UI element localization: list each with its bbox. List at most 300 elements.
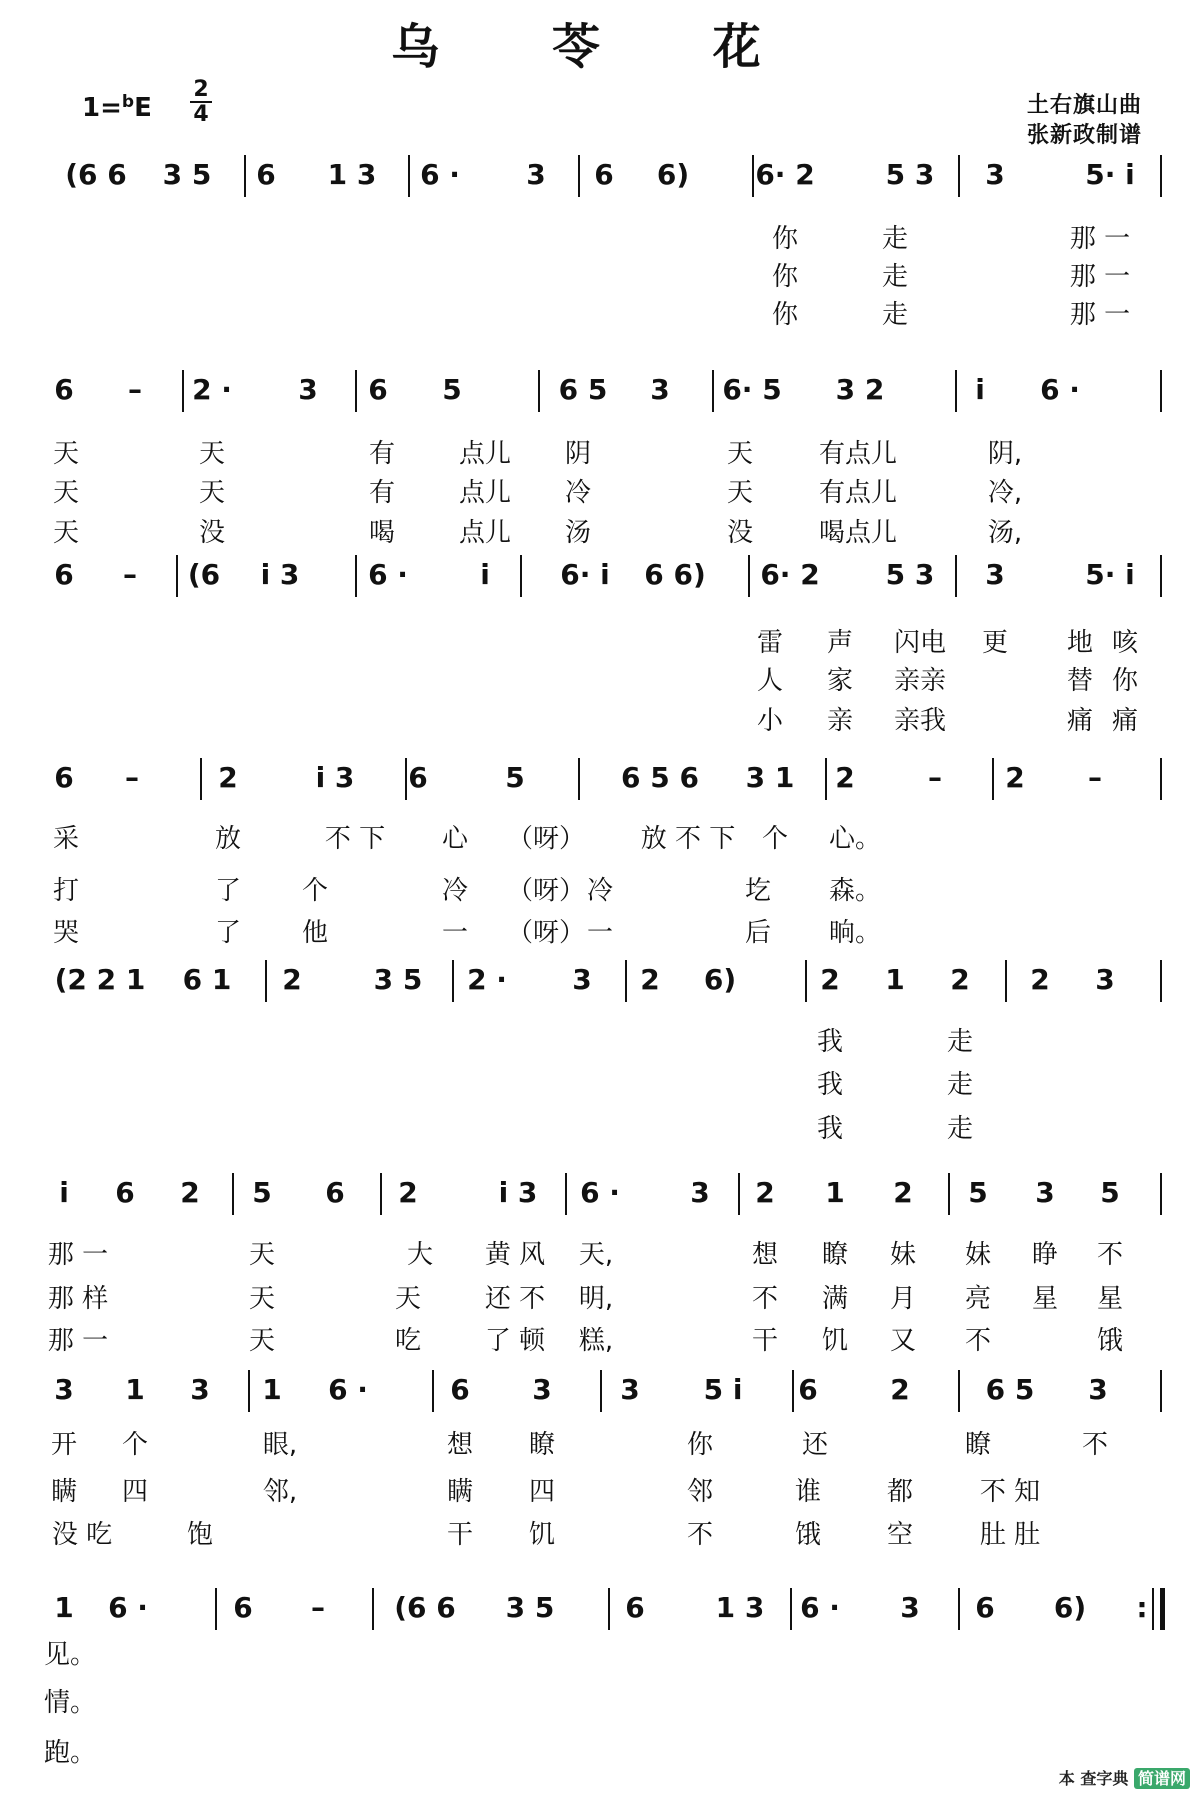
bar-line xyxy=(748,555,750,597)
lyric-syllable: 有点儿 xyxy=(818,439,898,469)
lyric-syllable: 星 xyxy=(1031,1284,1059,1314)
note-token: 2 xyxy=(755,1176,775,1209)
lyric-line xyxy=(0,476,1200,510)
bar-line xyxy=(948,1173,950,1215)
notation-line xyxy=(0,555,1200,595)
lyric-line xyxy=(0,664,1200,698)
lyric-syllable: 饥 xyxy=(821,1326,849,1356)
lyric-syllable: 亲我 xyxy=(893,706,947,736)
lyric-syllable: 不 xyxy=(964,1326,992,1356)
lyric-line xyxy=(0,516,1200,550)
lyric-syllable: 邻, xyxy=(262,1477,298,1507)
lyric-syllable: 后 xyxy=(744,918,772,948)
bar-line xyxy=(955,370,957,412)
lyric-syllable: 不 xyxy=(1096,1240,1124,1270)
note-token: 3 5 xyxy=(505,1591,555,1624)
lyric-syllable: 天 xyxy=(52,478,80,508)
lyric-syllable: 了 顿 xyxy=(484,1326,546,1356)
lyric-syllable: 那 一 xyxy=(1069,224,1131,254)
lyric-line xyxy=(0,1068,1200,1102)
note-token: 2 xyxy=(890,1373,910,1406)
note-token: 3 xyxy=(900,1591,920,1624)
bar-line xyxy=(265,960,267,1002)
note-token: 2 xyxy=(893,1176,913,1209)
bar-line xyxy=(1005,960,1007,1002)
note-token: 5 i xyxy=(703,1373,743,1406)
note-token: – xyxy=(311,1591,325,1624)
note-token: 5 3 xyxy=(885,558,935,591)
bar-line xyxy=(380,1173,382,1215)
lyric-syllable: 阴 xyxy=(564,439,592,469)
lyric-syllable: 我 xyxy=(816,1027,844,1057)
lyric-syllable: 四 xyxy=(121,1477,149,1507)
note-token: i 3 xyxy=(260,558,300,591)
lyric-line xyxy=(0,822,1200,856)
lyric-syllable: 四 xyxy=(528,1477,556,1507)
note-token: 3 xyxy=(620,1373,640,1406)
lyric-syllable: 那 样 xyxy=(47,1284,109,1314)
note-token: 6 · xyxy=(580,1176,620,1209)
lyric-line xyxy=(0,298,1200,332)
lyric-syllable: 圪 xyxy=(744,876,772,906)
lyric-syllable: 走 xyxy=(881,224,909,254)
bar-line xyxy=(372,1588,374,1630)
note-token: 6 xyxy=(54,761,74,794)
lyric-line xyxy=(0,1025,1200,1059)
note-token: – xyxy=(128,373,142,406)
lyric-syllable: 点儿 xyxy=(458,439,512,469)
note-token: 6 · xyxy=(1040,373,1080,406)
lyric-line xyxy=(0,437,1200,471)
bar-line xyxy=(248,1370,250,1412)
note-token: 5 xyxy=(968,1176,988,1209)
lyric-syllable: （呀） xyxy=(506,918,586,948)
lyric-syllable: 瞒 xyxy=(50,1477,78,1507)
lyric-syllable: 都 xyxy=(886,1477,914,1507)
lyric-syllable: 天 xyxy=(198,478,226,508)
note-token: i xyxy=(480,558,490,591)
lyric-syllable: 雷 xyxy=(756,628,784,658)
lyric-syllable: 点儿 xyxy=(458,518,512,548)
note-token: i 3 xyxy=(315,761,355,794)
lyric-syllable: 汤, xyxy=(987,518,1023,548)
notation-line xyxy=(0,370,1200,410)
note-token: 6 · xyxy=(800,1591,840,1624)
notation-line xyxy=(0,1588,1200,1628)
note-token: – xyxy=(123,558,137,591)
notation-line xyxy=(0,1370,1200,1410)
note-token: 6 · xyxy=(420,158,460,191)
key-signature xyxy=(82,92,152,123)
lyric-syllable: 了 xyxy=(214,918,242,948)
note-token: 6 6) xyxy=(644,558,706,591)
lyric-syllable: 那 一 xyxy=(1069,262,1131,292)
lyric-line xyxy=(0,260,1200,294)
bar-line xyxy=(244,155,246,197)
note-token: 3 xyxy=(1088,1373,1108,1406)
lyric-syllable: 没 xyxy=(726,518,754,548)
lyric-syllable: 痛 xyxy=(1066,706,1094,736)
lyric-syllable: 我 xyxy=(816,1114,844,1144)
note-token: 2 xyxy=(282,963,302,996)
bar-line xyxy=(712,370,714,412)
lyric-line xyxy=(0,1112,1200,1146)
lyric-syllable: （呀） xyxy=(506,824,586,854)
lyric-syllable: （呀） xyxy=(506,876,586,906)
lyric-syllable: 有点儿 xyxy=(818,478,898,508)
lyric-syllable: 替 xyxy=(1066,666,1094,696)
lyric-syllable: 明, xyxy=(578,1284,614,1314)
note-token: 6 xyxy=(54,558,74,591)
bar-line xyxy=(805,960,807,1002)
note-token: 6 xyxy=(256,158,276,191)
note-token: (6 6 xyxy=(65,158,127,191)
bar-line xyxy=(958,155,960,197)
bar-line xyxy=(1160,1370,1162,1412)
lyric-line xyxy=(0,1238,1200,1272)
bar-line xyxy=(405,758,407,800)
lyric-syllable: 妹 xyxy=(889,1240,917,1270)
note-token: 6 xyxy=(450,1373,470,1406)
lyric-syllable: 跑。 xyxy=(43,1738,97,1768)
bar-line xyxy=(408,155,410,197)
note-token: 6 xyxy=(368,373,388,406)
lyric-syllable: 人 xyxy=(756,666,784,696)
site-watermark xyxy=(1059,1766,1190,1789)
lyric-line xyxy=(0,1428,1200,1462)
note-token: – xyxy=(1088,761,1102,794)
lyric-syllable: 那 一 xyxy=(47,1326,109,1356)
note-token: 3 xyxy=(298,373,318,406)
lyric-syllable: 那 一 xyxy=(1069,300,1131,330)
lyric-syllable: 个 xyxy=(121,1430,149,1460)
note-token: 2 xyxy=(1030,963,1050,996)
bar-line xyxy=(452,960,454,1002)
watermark-prefix: 本 xyxy=(1058,1769,1075,1788)
lyric-syllable: 森。 xyxy=(828,876,882,906)
note-token: 6 xyxy=(54,373,74,406)
lyric-syllable: 闪电 xyxy=(893,628,947,658)
note-token: 6 5 xyxy=(558,373,608,406)
lyric-syllable: 没 吃 xyxy=(51,1520,113,1550)
note-token: 5 xyxy=(505,761,525,794)
note-token: 6· 5 xyxy=(722,373,782,406)
note-token: 6 xyxy=(115,1176,135,1209)
lyric-syllable: 肚 肚 xyxy=(979,1520,1041,1550)
song-title: 乌 苓 花 xyxy=(391,19,809,75)
bar-line xyxy=(520,555,522,597)
notation-line xyxy=(0,1173,1200,1213)
lyric-syllable: 邻 xyxy=(686,1477,714,1507)
note-token: 5 xyxy=(1100,1176,1120,1209)
lyric-syllable: 不 xyxy=(1081,1430,1109,1460)
lyric-syllable: 喝点儿 xyxy=(818,518,898,548)
lyric-syllable: 饿 xyxy=(794,1520,822,1550)
note-token: 3 xyxy=(650,373,670,406)
lyric-syllable: 你 xyxy=(1111,666,1139,696)
notation-line xyxy=(0,758,1200,798)
bar-line xyxy=(176,555,178,597)
note-token: 3 1 xyxy=(745,761,795,794)
lyric-line xyxy=(0,1324,1200,1358)
note-token: 2 · xyxy=(192,373,232,406)
note-token: i xyxy=(59,1176,69,1209)
lyric-syllable: 放 xyxy=(214,824,242,854)
lyric-syllable: 我 xyxy=(816,1070,844,1100)
time-sig-bottom: 4 xyxy=(190,101,212,126)
note-token: 1 xyxy=(54,1591,74,1624)
lyric-syllable: 声 xyxy=(826,628,854,658)
bar-line xyxy=(955,555,957,597)
note-token: 6· 2 xyxy=(755,158,815,191)
lyric-syllable: 不 xyxy=(751,1284,779,1314)
note-token: 3 5 xyxy=(373,963,423,996)
note-token: 6 5 xyxy=(985,1373,1035,1406)
lyric-line xyxy=(0,1686,1200,1720)
note-token: : xyxy=(1136,1591,1148,1624)
lyric-syllable: 有 xyxy=(368,439,396,469)
watermark-brand: 查字典 xyxy=(1080,1769,1129,1788)
note-token: 6) xyxy=(1053,1591,1087,1624)
lyric-syllable: 还 不 xyxy=(484,1284,546,1314)
lyric-syllable: 饱 xyxy=(186,1520,214,1550)
note-token: 6· 2 xyxy=(760,558,820,591)
lyric-syllable: 走 xyxy=(946,1114,974,1144)
lyric-syllable: 他 xyxy=(301,918,329,948)
lyric-syllable: 大 xyxy=(406,1240,434,1270)
note-token: 2 xyxy=(218,761,238,794)
note-token: 3 xyxy=(572,963,592,996)
lyric-line xyxy=(0,874,1200,908)
note-token: 1 xyxy=(885,963,905,996)
lyric-syllable: 开 xyxy=(50,1430,78,1460)
lyric-line xyxy=(0,1518,1200,1552)
note-token: 6) xyxy=(656,158,690,191)
note-token: 3 xyxy=(190,1373,210,1406)
lyric-syllable: 地 xyxy=(1066,628,1094,658)
lyric-line xyxy=(0,916,1200,950)
lyric-syllable: 个 xyxy=(301,876,329,906)
lyric-syllable: 哭 xyxy=(52,918,80,948)
lyric-syllable: 糕, xyxy=(578,1326,614,1356)
note-token: 6 xyxy=(594,158,614,191)
lyric-syllable: 天, xyxy=(578,1240,614,1270)
note-token: 6 · xyxy=(108,1591,148,1624)
lyric-syllable: 不 下 xyxy=(324,824,386,854)
lyric-syllable: 黄 风 xyxy=(484,1240,546,1270)
note-token: 1 3 xyxy=(327,158,377,191)
note-token: 2 xyxy=(950,963,970,996)
lyric-syllable: 睁 xyxy=(1031,1240,1059,1270)
note-token: 3 xyxy=(690,1176,710,1209)
lyric-syllable: 瞭 xyxy=(528,1430,556,1460)
lyric-syllable: 阴, xyxy=(987,439,1023,469)
time-signature xyxy=(190,78,212,126)
note-token: 3 xyxy=(1035,1176,1055,1209)
bar-line xyxy=(738,1173,740,1215)
note-token: 6 1 xyxy=(182,963,232,996)
bar-line xyxy=(1160,155,1162,197)
note-token: 3 2 xyxy=(835,373,885,406)
lyric-syllable: 冷 xyxy=(586,876,614,906)
note-token: 2 xyxy=(820,963,840,996)
note-token: 6 xyxy=(625,1591,645,1624)
lyric-syllable: 干 xyxy=(446,1520,474,1550)
lyric-syllable: 饥 xyxy=(528,1520,556,1550)
note-token: 5 xyxy=(252,1176,272,1209)
note-token: (2 2 1 xyxy=(54,963,146,996)
lyric-syllable: 瞭 xyxy=(964,1430,992,1460)
bar-line xyxy=(565,1173,567,1215)
lyric-syllable: 一 xyxy=(441,918,469,948)
note-token: – xyxy=(928,761,942,794)
lyric-syllable: 冷, xyxy=(987,478,1023,508)
bar-line xyxy=(958,1370,960,1412)
lyric-line xyxy=(0,1282,1200,1316)
note-token: i 3 xyxy=(498,1176,538,1209)
bar-line xyxy=(992,758,994,800)
notation-line xyxy=(0,960,1200,1000)
lyric-syllable: 亮 xyxy=(964,1284,992,1314)
lyric-syllable: 眼, xyxy=(262,1430,298,1460)
note-token: 1 xyxy=(125,1373,145,1406)
bar-line xyxy=(200,758,202,800)
note-token: 6 xyxy=(975,1591,995,1624)
note-token: 3 xyxy=(532,1373,552,1406)
lyric-syllable: 心。 xyxy=(828,824,882,854)
bar-line xyxy=(752,155,754,197)
lyric-syllable: 见。 xyxy=(43,1640,97,1670)
lyric-syllable: 天 xyxy=(52,518,80,548)
time-sig-top: 2 xyxy=(193,77,209,102)
lyric-syllable: 天 xyxy=(198,439,226,469)
lyric-syllable: 更 xyxy=(981,628,1009,658)
note-token: 3 xyxy=(985,158,1005,191)
note-token: 2 xyxy=(180,1176,200,1209)
lyric-syllable: 满 xyxy=(821,1284,849,1314)
note-token: 2 xyxy=(835,761,855,794)
lyric-syllable: 走 xyxy=(946,1070,974,1100)
notation-line xyxy=(0,155,1200,195)
lyric-syllable: 喝 xyxy=(368,518,396,548)
bar-line xyxy=(215,1588,217,1630)
note-token: 6 xyxy=(233,1591,253,1624)
bar-line xyxy=(1160,555,1162,597)
note-token: 6 · xyxy=(368,558,408,591)
note-token: 6 · xyxy=(328,1373,368,1406)
lyric-syllable: 天 xyxy=(52,439,80,469)
bar-line xyxy=(1160,758,1162,800)
lyric-syllable: 瞒 xyxy=(446,1477,474,1507)
lyric-syllable: 不 知 xyxy=(979,1477,1041,1507)
note-token: 3 xyxy=(985,558,1005,591)
composer-credit: 土右旗山曲 xyxy=(1026,93,1142,118)
lyric-syllable: 天 xyxy=(726,439,754,469)
lyric-syllable: 走 xyxy=(881,300,909,330)
bar-line xyxy=(792,1370,794,1412)
lyric-syllable: 打 xyxy=(52,876,80,906)
lyric-syllable: 晌。 xyxy=(828,918,882,948)
bar-line xyxy=(625,960,627,1002)
lyric-syllable: 天 xyxy=(726,478,754,508)
bar-line xyxy=(600,1370,602,1412)
note-token: 2 xyxy=(1005,761,1025,794)
lyric-syllable: 天 xyxy=(248,1284,276,1314)
lyric-syllable: 冷 xyxy=(564,478,592,508)
lyric-syllable: 天 xyxy=(248,1240,276,1270)
bar-line xyxy=(355,370,357,412)
bar-line xyxy=(232,1173,234,1215)
bar-line xyxy=(1160,370,1162,412)
lyric-syllable: 汤 xyxy=(564,518,592,548)
note-token: 6 5 6 xyxy=(621,761,699,794)
lyric-syllable: 你 xyxy=(771,300,799,330)
bar-line xyxy=(825,758,827,800)
lyric-syllable: 没 xyxy=(198,518,226,548)
lyric-syllable: 一 xyxy=(586,918,614,948)
lyric-syllable: 你 xyxy=(771,224,799,254)
lyric-syllable: 想 xyxy=(446,1430,474,1460)
lyric-syllable: 亲 xyxy=(826,706,854,736)
note-token: 6 xyxy=(798,1373,818,1406)
lyric-syllable: 家 xyxy=(826,666,854,696)
watermark-tag: 简谱网 xyxy=(1134,1768,1190,1789)
lyric-syllable: 走 xyxy=(881,262,909,292)
key-prefix: 1= xyxy=(82,93,122,123)
note-token: 2 xyxy=(640,963,660,996)
note-token: 1 xyxy=(262,1373,282,1406)
bar-line xyxy=(1160,960,1162,1002)
lyric-syllable: 干 xyxy=(751,1326,779,1356)
lyric-syllable: 星 xyxy=(1096,1284,1124,1314)
key-note: E xyxy=(134,93,152,123)
lyric-syllable: 采 xyxy=(52,824,80,854)
bar-line xyxy=(1152,1588,1154,1630)
lyric-syllable: 走 xyxy=(946,1027,974,1057)
lyric-syllable: 放 不 下 xyxy=(640,824,736,854)
bar-line xyxy=(432,1370,434,1412)
lyric-syllable: 吃 xyxy=(394,1326,422,1356)
note-token: 1 xyxy=(825,1176,845,1209)
note-token: 3 xyxy=(526,158,546,191)
final-bar-line xyxy=(1160,1588,1165,1630)
lyric-syllable: 痛 xyxy=(1111,706,1139,736)
lyric-syllable: 小 xyxy=(756,706,784,736)
bar-line xyxy=(355,555,357,597)
note-token: 5 xyxy=(442,373,462,406)
note-token: 5· i xyxy=(1085,158,1135,191)
bar-line xyxy=(790,1588,792,1630)
lyric-syllable: 饿 xyxy=(1096,1326,1124,1356)
note-token: 1 3 xyxy=(715,1591,765,1624)
note-token: 2 xyxy=(398,1176,418,1209)
lyric-syllable: 天 xyxy=(394,1284,422,1314)
bar-line xyxy=(538,370,540,412)
lyric-line xyxy=(0,1638,1200,1672)
bar-line xyxy=(958,1588,960,1630)
note-token: i xyxy=(975,373,985,406)
lyric-line xyxy=(0,626,1200,660)
note-token: 6· i xyxy=(560,558,610,591)
note-token: 5 3 xyxy=(885,158,935,191)
lyric-syllable: 空 xyxy=(886,1520,914,1550)
note-token: 2 · xyxy=(467,963,507,996)
note-token: (6 6 xyxy=(394,1591,456,1624)
lyric-syllable: 情。 xyxy=(43,1688,97,1718)
lyric-line xyxy=(0,1736,1200,1770)
lyric-syllable: 心 xyxy=(441,824,469,854)
note-token: – xyxy=(125,761,139,794)
